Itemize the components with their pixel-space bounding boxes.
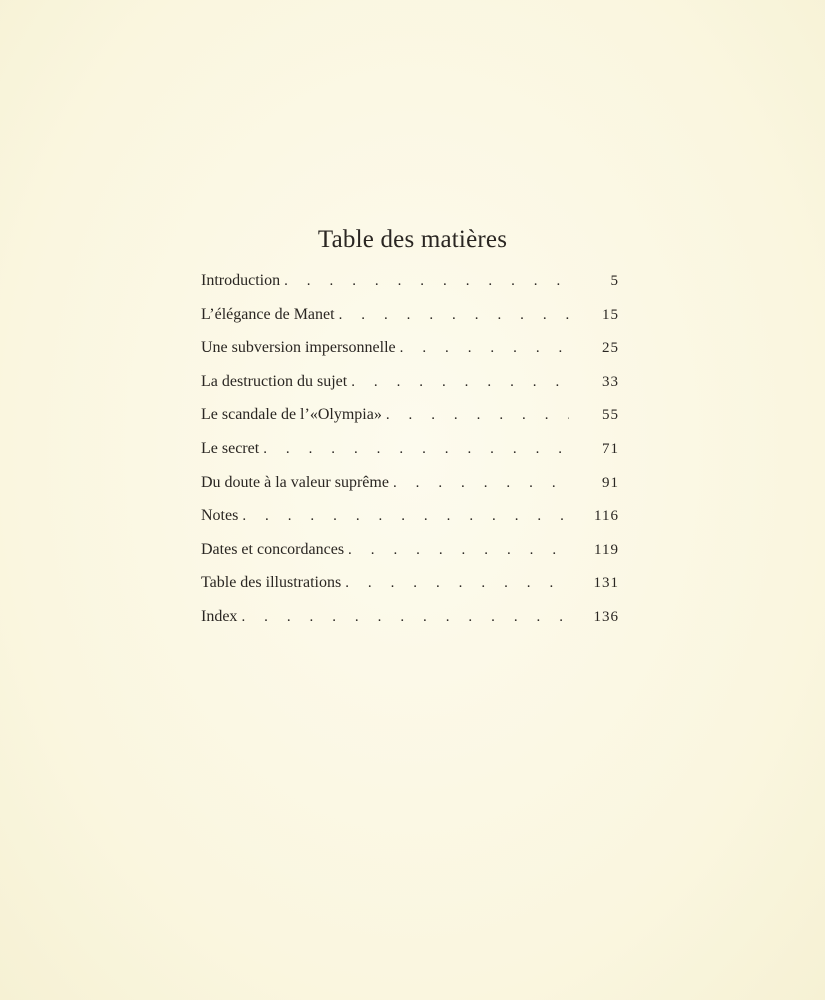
- toc-entry-page: 91: [602, 474, 619, 491]
- toc-entry-page: 71: [602, 440, 619, 457]
- toc-entry: [201, 369, 619, 403]
- table-of-contents: [201, 268, 619, 638]
- dot-leader: [396, 335, 569, 361]
- toc-entry: [201, 537, 619, 571]
- toc-entry-title: Le scandale de l’«Olympia»: [201, 406, 382, 424]
- toc-entry-title: Dates et concordances: [201, 540, 345, 558]
- toc-entry-page: 25: [602, 340, 619, 357]
- toc-entry-page: 5: [610, 273, 619, 289]
- toc-entry: [201, 503, 619, 537]
- page-title: Table des matières: [317, 226, 508, 253]
- dot-leader: [237, 604, 569, 630]
- toc-entry: [201, 470, 619, 504]
- toc-entry: [201, 268, 619, 302]
- toc-entry-page: 15: [602, 306, 619, 323]
- toc-entry-title: L’élégance de Manet: [201, 305, 335, 323]
- toc-entry-page: 55: [602, 407, 619, 424]
- toc-entry: [201, 570, 619, 604]
- dot-leader: [382, 402, 569, 428]
- dot-leader: [389, 470, 569, 496]
- toc-entry-title: Index: [201, 607, 238, 625]
- dot-leader: [259, 436, 569, 462]
- toc-entry: [201, 302, 619, 336]
- toc-entry: [201, 436, 619, 470]
- toc-entry: [201, 402, 619, 436]
- dot-leader: [238, 503, 569, 529]
- toc-entry: [201, 335, 619, 369]
- toc-entry-page: 116: [594, 508, 619, 525]
- toc-entry-page: 131: [593, 575, 619, 592]
- toc-entry-title: La destruction du sujet: [201, 372, 348, 390]
- dot-leader: [280, 268, 569, 294]
- toc-entry-title: Table des illustrations: [201, 574, 342, 592]
- toc-entry-title: Du doute à la valeur suprême: [201, 473, 389, 491]
- toc-entry-title: Une subversion impersonnelle: [201, 339, 396, 357]
- dot-leader: [341, 570, 569, 596]
- dot-leader: [344, 537, 569, 563]
- toc-entry-page: 119: [594, 541, 619, 558]
- toc-entry-page: 33: [602, 373, 619, 390]
- dot-leader: [335, 302, 569, 328]
- toc-entry-page: 136: [593, 608, 619, 625]
- toc-entry-title: Introduction: [201, 272, 281, 289]
- dot-leader: [347, 369, 569, 395]
- toc-entry-title: Le secret: [201, 439, 260, 457]
- toc-entry-title: Notes: [201, 507, 239, 525]
- toc-entry: [201, 604, 619, 638]
